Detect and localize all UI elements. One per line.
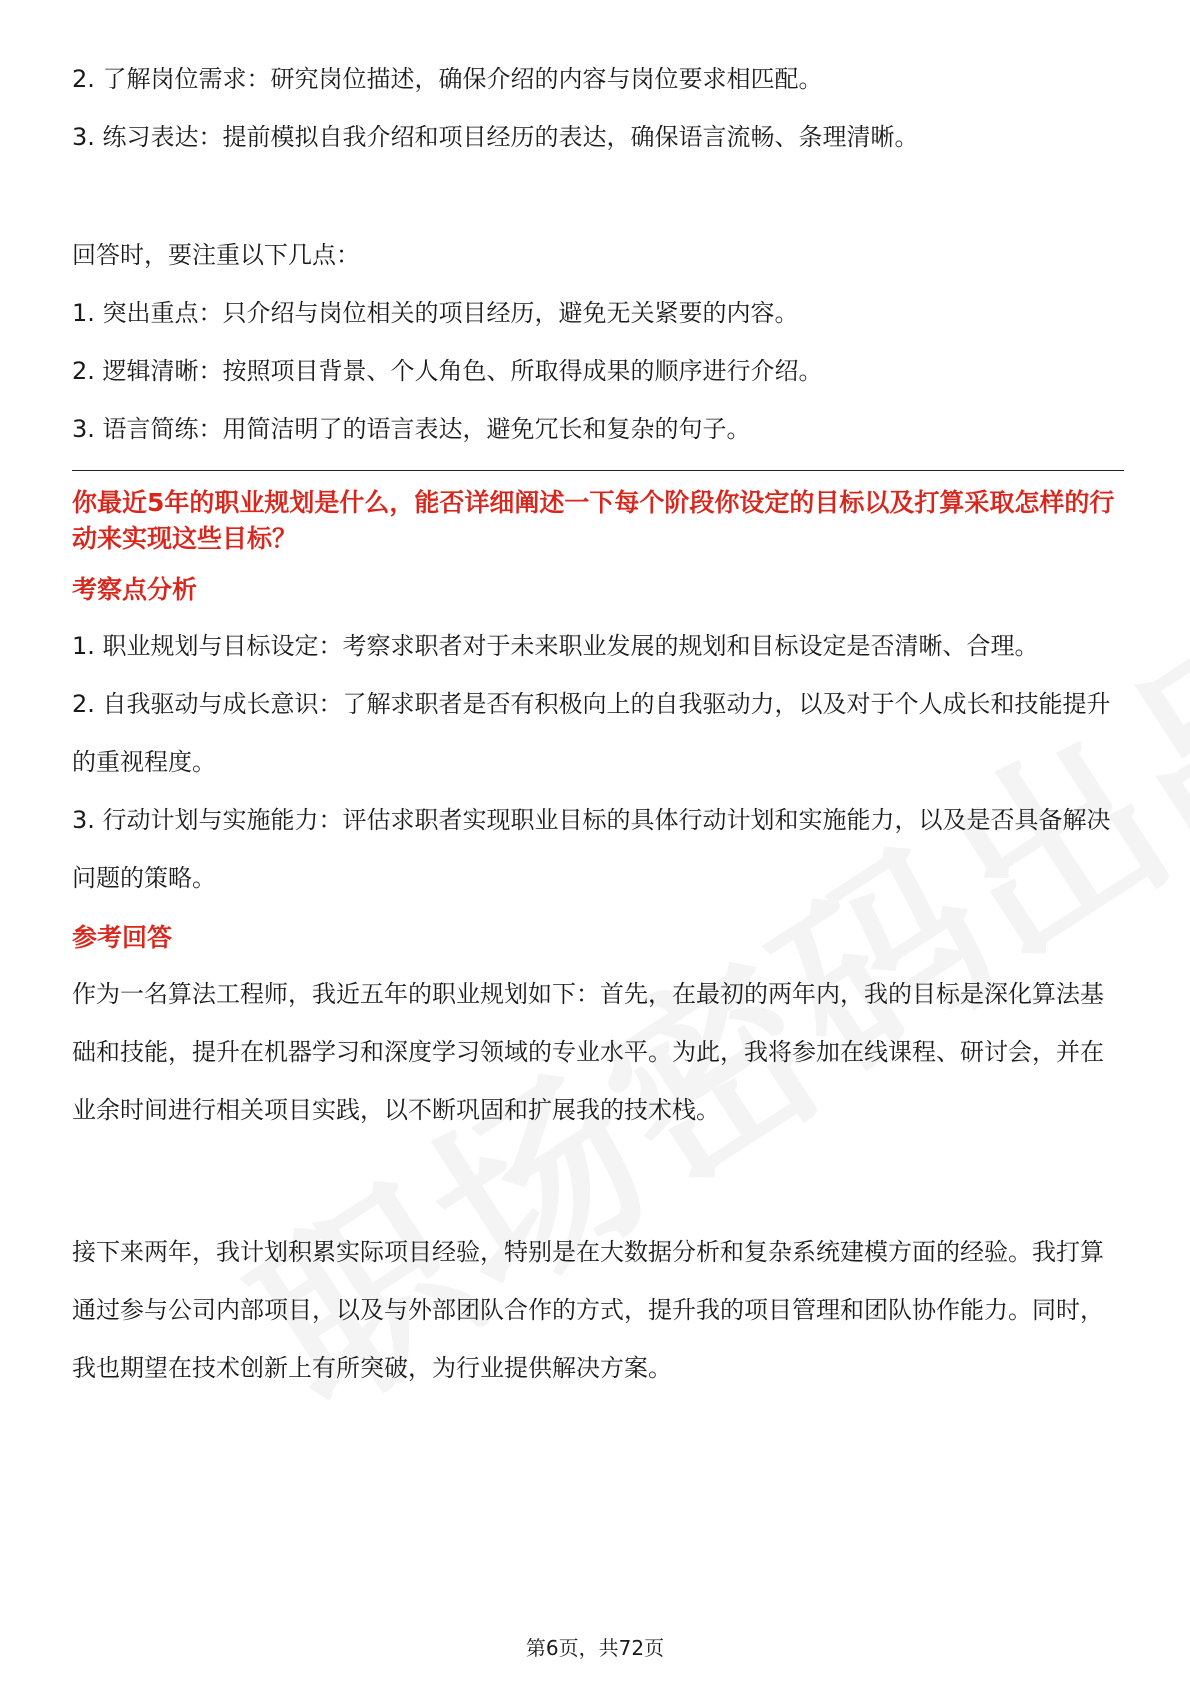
question-title: 你最近5年的职业规划是什么，能否详细阐述一下每个阶段你设定的目标以及打算采取怎样的行动来实现这些目标？ [72,488,1115,553]
section-divider [72,470,1124,471]
list-item: 1. 职业规划与目标设定：考察求职者对于未来职业发展的规划和目标设定是否清晰、合理。 [72,632,1039,660]
list-item: 2. 自我驱动与成长意识：了解求职者是否有积极向上的自我驱动力，以及对于个人成长和技能提升的重视程度。 [72,690,1111,776]
answer-tips-heading: 回答时，要注重以下几点： [72,241,360,269]
spacer [72,1139,1124,1223]
spacer [72,166,1124,226]
list-item: 3. 练习表达：提前模拟自我介绍和项目经历的表达，确保语言流畅、条理清晰。 [72,123,919,151]
list-item: 1. 突出重点：只介绍与岗位相关的项目经历，避免无关紧要的内容。 [72,299,799,327]
list-item: 2. 了解岗位需求：研究岗位描述，确保介绍的内容与岗位要求相匹配。 [72,65,823,93]
answer-paragraph: 接下来两年，我计划积累实际项目经验，特别是在大数据分析和复杂系统建模方面的经验。我打算通过参与公司内部项目，以及与外部团队合作的方式，提升我的项目管理和团队协作能力。同时，我也期望在技术创新上有所突破，为行业提供解决方案。 [72,1238,1104,1382]
list-item: 3. 行动计划与实施能力：评估求职者实现职业目标的具体行动计划和实施能力，以及是否具备解决问题的策略。 [72,806,1111,892]
page-content [72,50,1124,1397]
list-item: 3. 语言简练：用简洁明了的语言表达，避免冗长和复杂的句子。 [72,415,751,443]
answer-paragraph: 作为一名算法工程师，我近五年的职业规划如下：首先，在最初的两年内，我的目标是深化算法基础和技能，提升在机器学习和深度学习领域的专业水平。为此，我将参加在线课程、研讨会，并在业余时间进行相关项目实践，以不断巩固和扩展我的技术栈。 [72,980,1104,1124]
analysis-heading: 考察点分析 [72,575,198,604]
reference-heading: 参考回答 [72,923,173,952]
list-item: 2. 逻辑清晰：按照项目背景、个人角色、所取得成果的顺序进行介绍。 [72,357,823,385]
page-number: 第6页，共72页 [525,1636,665,1660]
